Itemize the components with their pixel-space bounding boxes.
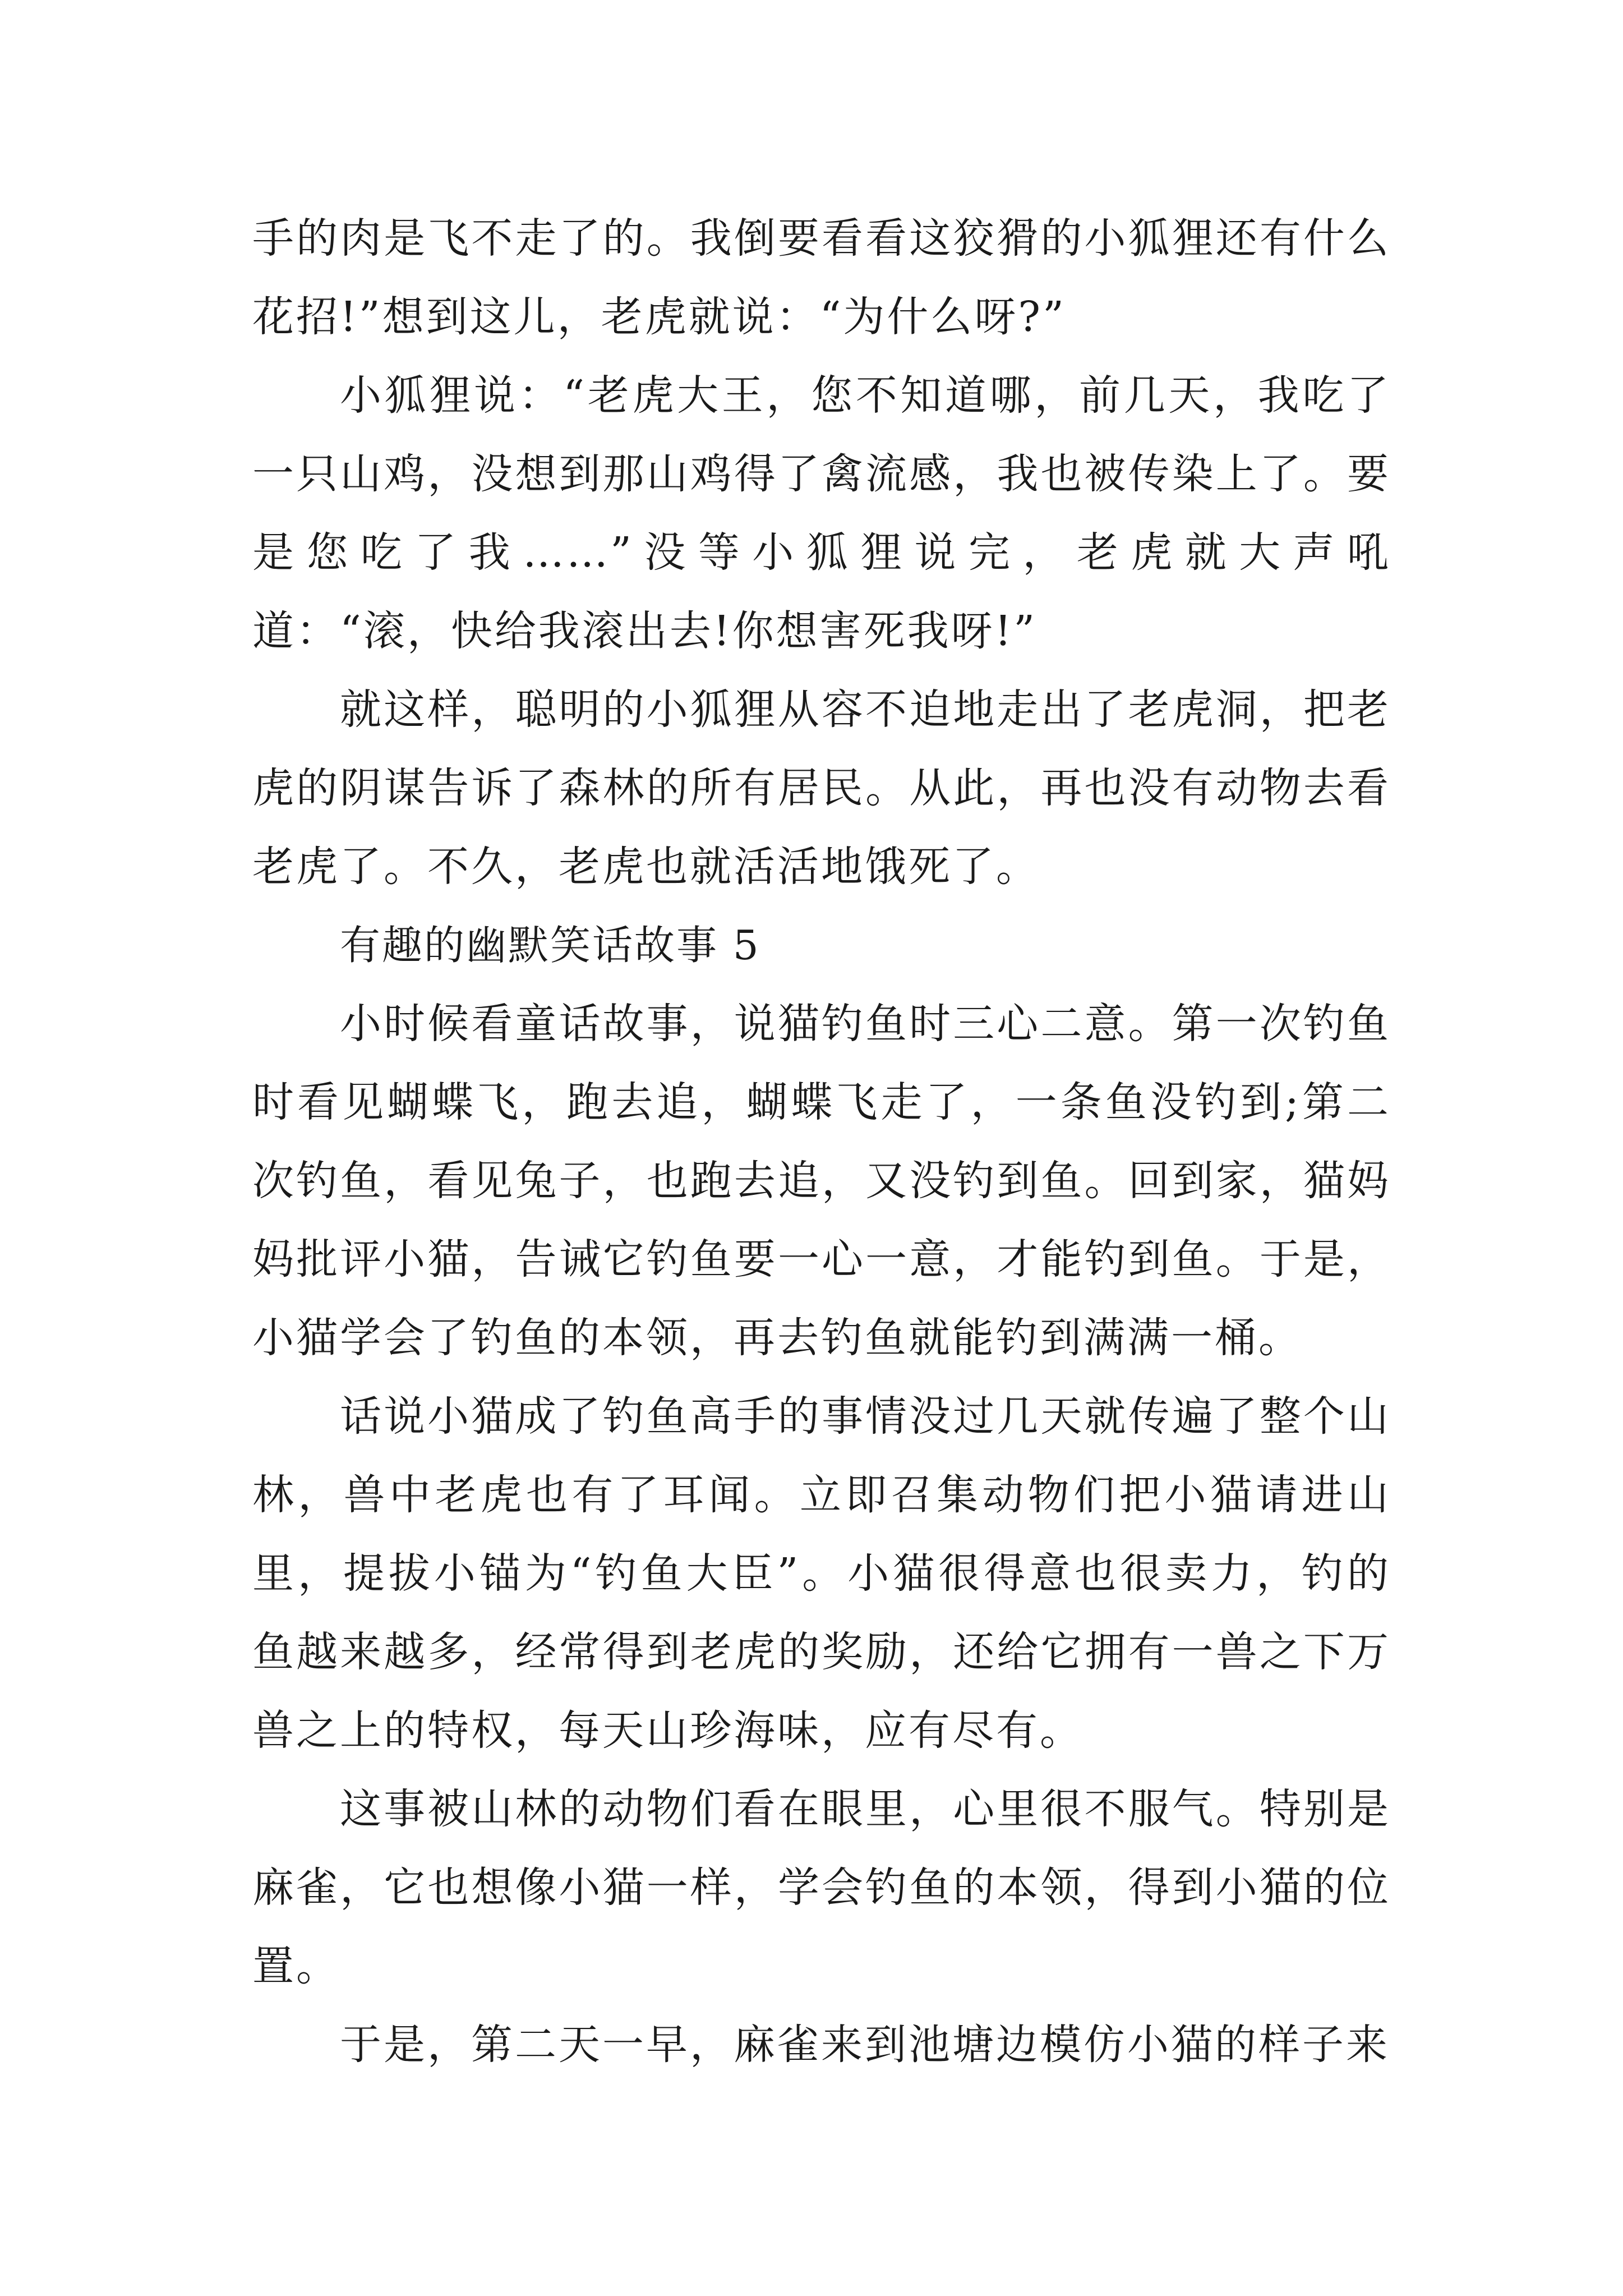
paragraph-4: 小时候看童话故事，说猫钓鱼时三心二意。第一次钓鱼时看见蝴蝶飞，跑去追，蝴蝶飞走了，一条鱼没钓到;第二次钓鱼，看见兔子，也跑去追，又没钓到鱼。回到家，猫妈妈批评小猫，告诫它钓鱼要一心一意，才能钓到鱼。于是，小猫学会了钓鱼的本领，再去钓鱼就能钓到满满一桶。 [252, 1000, 1391, 1362]
paragraph-1: 手的肉是飞不走了的。我倒要看看这狡猾的小狐狸还有什么花招!”想到这儿，老虎就说：“为什么呀?” [252, 214, 1391, 341]
paragraph-7: 于是，第二天一早，麻雀来到池塘边模仿小猫的样子来 [340, 2021, 1390, 2069]
paragraph-3: 就这样，聪明的小狐狸从容不迫地走出了老虎洞，把老虎的阴谋告诉了森林的所有居民。从此，再也没有动物去看老虎了。不久，老虎也就活活地饿死了。 [252, 685, 1391, 891]
section-heading: 有趣的幽默笑话故事 5 [340, 922, 760, 969]
document-body [252, 199, 1391, 2084]
paragraph-5: 话说小猫成了钓鱼高手的事情没过几天就传遍了整个山林，兽中老虎也有了耳闻。立即召集动物们把小猫请进山里，提拔小锚为“钓鱼大臣”。小猫很得意也很卖力，钓的鱼越来越多，经常得到老虎的奖励，还给它拥有一兽之下万兽之上的特权，每天山珍海味，应有尽有。 [252, 1392, 1391, 1755]
paragraph-2: 小狐狸说：“老虎大王，您不知道哪，前几天，我吃了一只山鸡，没想到那山鸡得了禽流感，我也被传染上了。要是您吃了我……”没等小狐狸说完，老虎就大声吼道：“滚，快给我滚出去!你想害死我呀!” [252, 371, 1391, 655]
paragraph-6: 这事被山林的动物们看在眼里，心里很不服气。特别是麻雀，它也想像小猫一样，学会钓鱼的本领，得到小猫的位置。 [252, 1785, 1391, 1990]
